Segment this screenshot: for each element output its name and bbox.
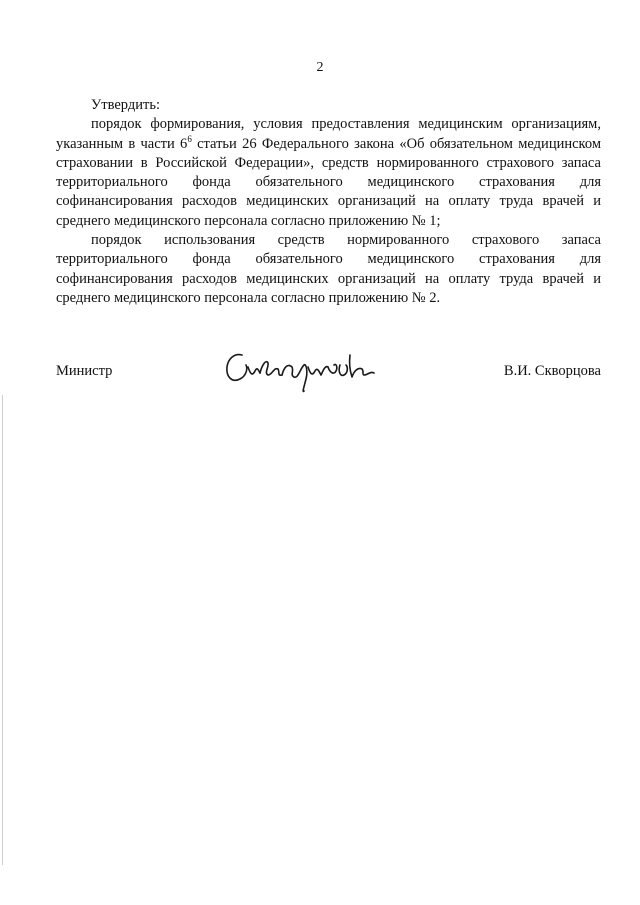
minister-title: Министр <box>56 363 113 379</box>
document-body <box>56 96 601 308</box>
page-number: 2 <box>316 60 324 75</box>
paragraph-formation-procedure <box>56 115 601 231</box>
handwritten-signature <box>222 345 382 395</box>
paragraph-1-text-end: статьи 26 Федерального закона «Об обязательном медицинском страховании в Российской Федерации», средств нормированного страхового запаса территориального фонда обязательного медицинского страхования для софинансирования расходов медицинских организаций на оплату труда врачей и среднего медицинского персонала согласно приложению № 1; <box>56 135 601 229</box>
paragraph-1-superscript: 6 <box>187 133 192 144</box>
signer-name: В.И. Скворцова <box>503 363 601 379</box>
paragraph-1-text-start: порядок формирования, условия предоставления медицинским организациям, указанным в части 6 <box>56 116 601 152</box>
left-margin-rule <box>2 395 3 865</box>
paragraph-usage-procedure: порядок использования средств нормированного страхового запаса территориального фонда обязательного медицинского страхования для софинансирования расходов медицинских организаций на оплату труда врачей и среднего медицинского персонала согласно приложению № 2. <box>56 232 601 306</box>
approve-heading: Утвердить: <box>91 97 160 113</box>
